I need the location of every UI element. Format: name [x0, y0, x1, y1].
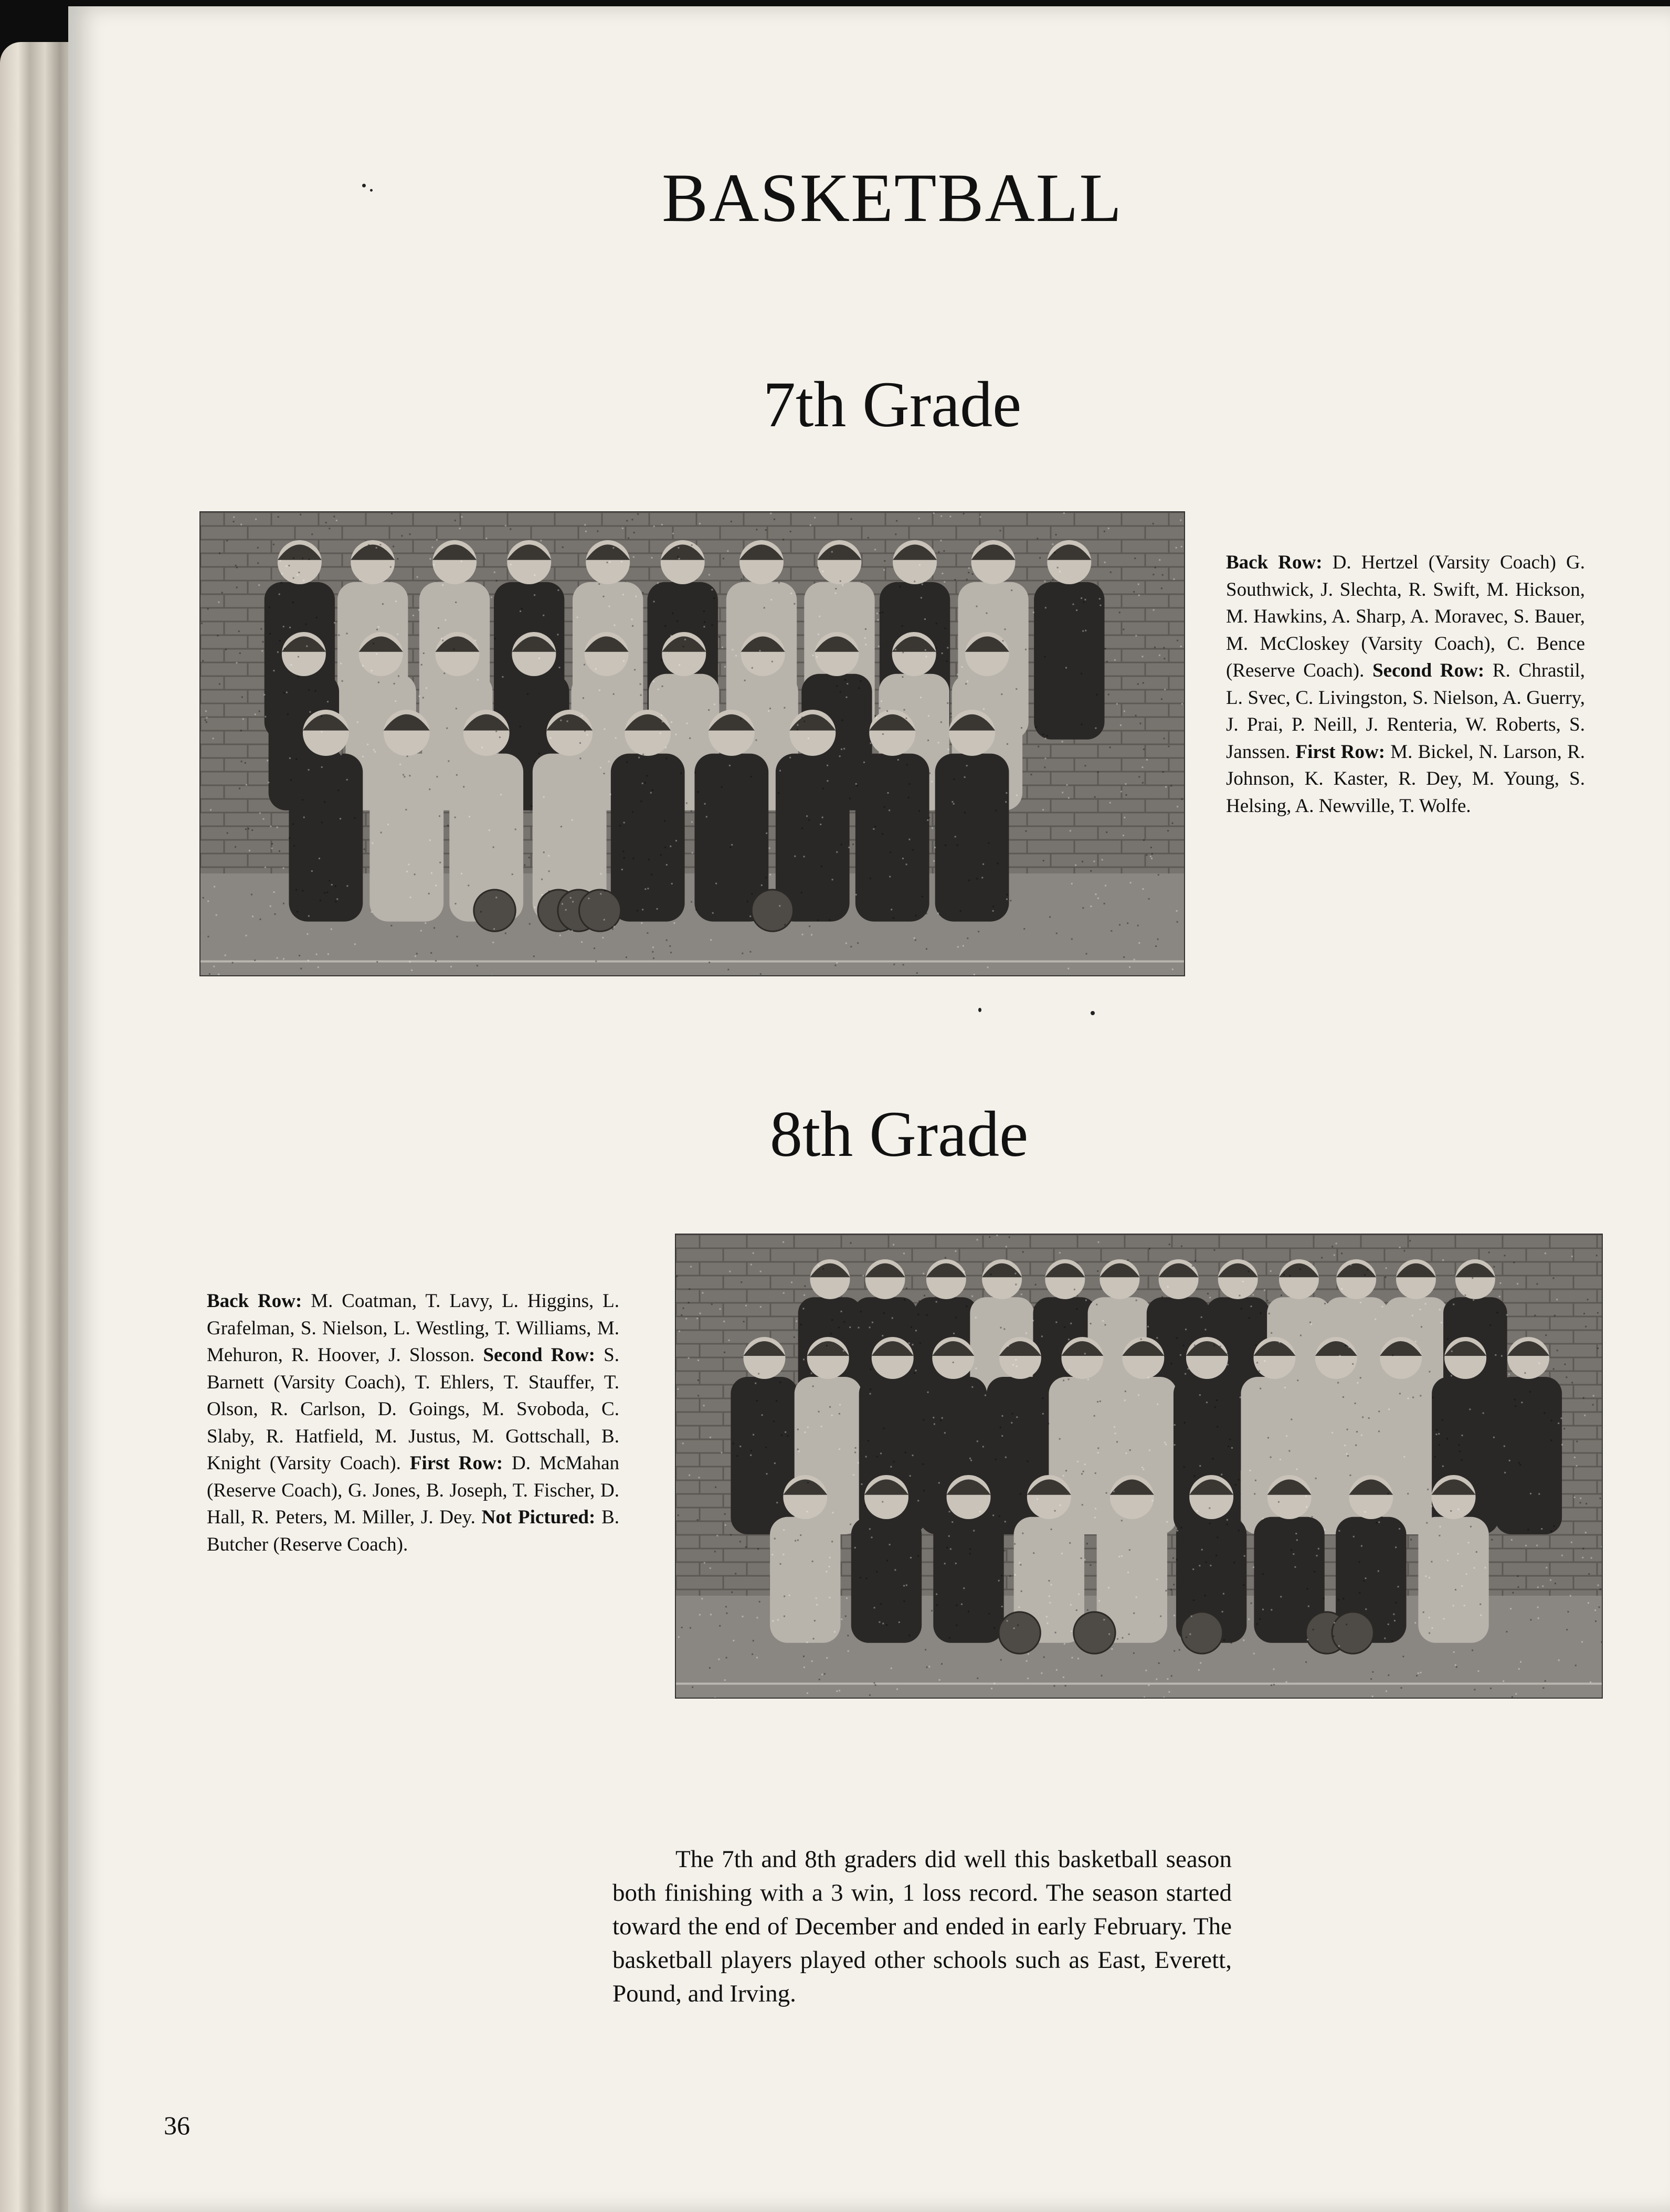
caption-row-names: D. McMahan (Reserve Coach), G. Jones, B. Joseph, T. Fischer, D. Hall, R. Peters, M. Miller, J. Dey. — [207, 1452, 619, 1528]
dust-speck — [978, 1008, 981, 1012]
caption-row-label: Second Row: — [1372, 660, 1485, 681]
caption-row-names: S. Barnett (Varsity Coach), T. Ehlers, T. Stauffer, T. Olson, R. Carlson, D. Goings, M. Svoboda, C. Slaby, R. Hatfield, M. Justus, M. Gottschall, B. Knight (Varsity Coach). — [207, 1344, 620, 1474]
grade8-caption — [207, 1288, 619, 1558]
caption-row-label: Back Row: — [207, 1290, 302, 1312]
caption-row-label: Second Row: — [483, 1344, 595, 1366]
page-title: BASKETBALL — [662, 159, 1123, 236]
caption-row-label: Back Row: — [1226, 552, 1323, 573]
dust-speck — [370, 189, 373, 192]
dust-speck — [362, 184, 366, 187]
caption-row-names: B. Butcher (Reserve Coach). — [207, 1507, 620, 1555]
caption-row-names: M. Coatman, T. Lavy, L. Higgins, L. Grafelman, S. Nielson, L. Westling, T. Williams, M. Mehuron, R. Hoover, J. Slosson. — [207, 1290, 619, 1366]
grade7-team-photo — [199, 511, 1185, 976]
grade7-heading: 7th Grade — [763, 368, 1022, 440]
caption-row-names: D. Hertzel (Varsity Coach) G. Southwick, J. Slechta, R. Swift, M. Hickson, M. Hawkins, A. Sharp, A. Moravec, S. Bauer, M. McCloskey (Varsity Coach), C. Bence (Reserve Coach). — [1226, 552, 1585, 681]
caption-row-label: First Row: — [409, 1452, 503, 1474]
caption-row-label: Not Pictured: — [481, 1507, 596, 1528]
grade8-team-photo — [675, 1234, 1603, 1699]
dust-speck — [1091, 1011, 1095, 1015]
caption-row-names: R. Chrastil, L. Svec, C. Livingston, S. Nielson, A. Guerry, J. Prai, P. Neill, J. Renteria, W. Roberts, S. Janssen. — [1226, 660, 1585, 763]
team-photo-icon — [676, 1235, 1602, 1698]
grade8-heading: 8th Grade — [769, 1098, 1029, 1170]
season-summary: The 7th and 8th graders did well this basketball season both finishing with a 3 win, 1 loss record. The season started toward the end of December and ended in early February. The basketball players played other schools such as East, Everett, Pound, and Irving. — [612, 1846, 1232, 2007]
page-number: 36 — [164, 2111, 190, 2140]
caption-row-label: First Row: — [1295, 741, 1386, 763]
team-photo-icon — [200, 512, 1184, 975]
grade7-caption — [1226, 549, 1585, 819]
caption-row-names: M. Bickel, N. Larson, R. Johnson, K. Kaster, R. Dey, M. Young, S. Helsing, A. Newville, T. Wolfe. — [1226, 741, 1585, 817]
